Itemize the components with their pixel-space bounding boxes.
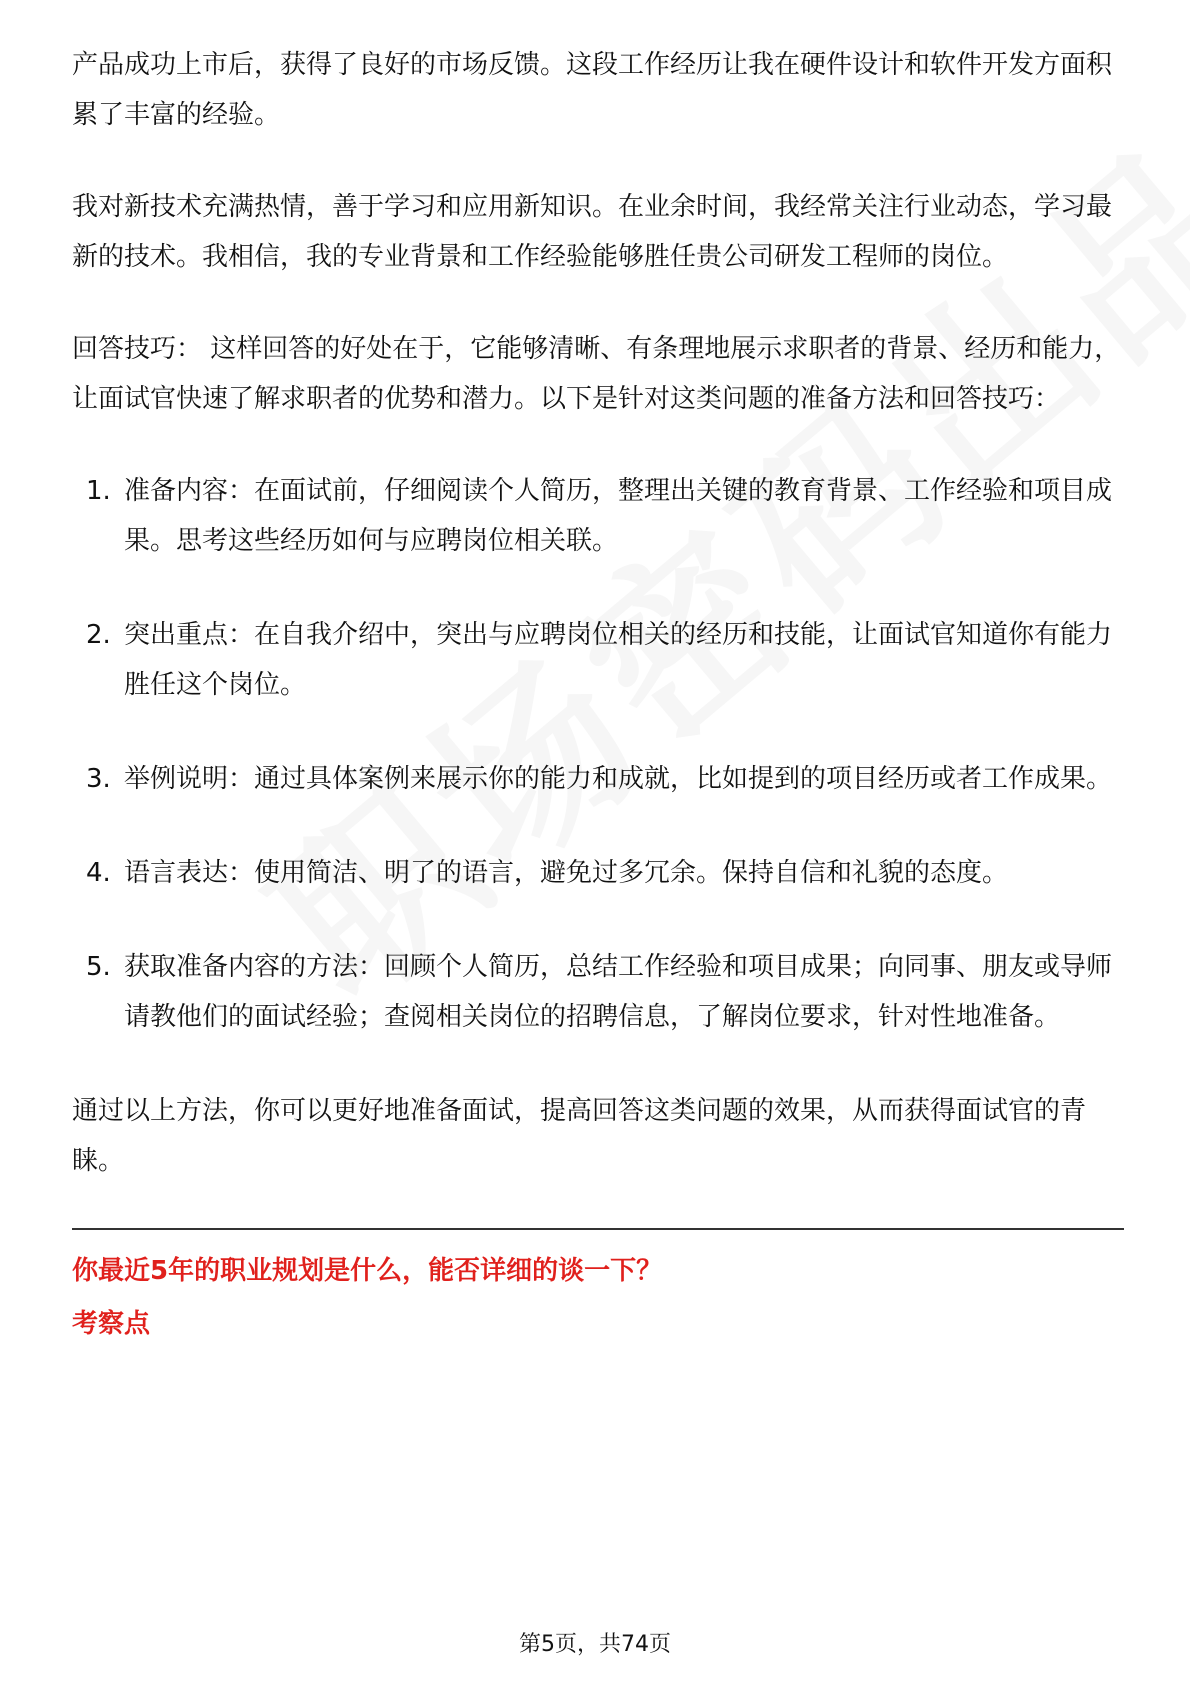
paragraph-passion: 我对新技术充满热情，善于学习和应用新知识。在业余时间，我经常关注行业动态，学习最新的技术。我相信，我的专业背景和工作经验能够胜任贵公司研发工程师的岗位。 [72, 192, 1113, 272]
list-number: 3. [86, 764, 111, 794]
list-text: 语言表达：使用简洁、明了的语言，避免过多冗余。保持自信和礼貌的态度。 [124, 858, 1009, 888]
page-footer: 第5页，共74页 [519, 1632, 671, 1657]
list-item [72, 466, 1124, 566]
list-text: 举例说明：通过具体案例来展示你的能力和成就，比如提到的项目经历或者工作成果。 [124, 764, 1113, 794]
section-divider [72, 1228, 1124, 1230]
list-text: 获取准备内容的方法：回顾个人简历，总结工作经验和项目成果；向同事、朋友或导师请教他们的面试经验；查阅相关岗位的招聘信息，了解岗位要求，针对性地准备。 [124, 952, 1113, 1032]
tips-list [72, 466, 1124, 1042]
list-number: 4. [86, 858, 111, 888]
paragraph-experience: 产品成功上市后，获得了良好的市场反馈。这段工作经历让我在硬件设计和软件开发方面积累了丰富的经验。 [72, 50, 1113, 130]
list-number: 5. [86, 952, 111, 982]
list-number: 1. [86, 476, 111, 506]
list-text: 准备内容：在面试前，仔细阅读个人简历，整理出关键的教育背景、工作经验和项目成果。思考这些经历如何与应聘岗位相关联。 [124, 476, 1113, 556]
list-item [72, 848, 1124, 898]
list-text: 突出重点：在自我介绍中，突出与应聘岗位相关的经历和技能，让面试官知道你有能力胜任这个岗位。 [124, 620, 1113, 700]
question-heading: 你最近5年的职业规划是什么，能否详细的谈一下？ [72, 1256, 663, 1286]
list-number: 2. [86, 620, 111, 650]
section-heading: 考察点 [72, 1309, 151, 1339]
list-item [72, 610, 1124, 710]
page-content [72, 40, 1124, 1346]
paragraph-closing: 通过以上方法，你可以更好地准备面试，提高回答这类问题的效果，从而获得面试官的青睐。 [72, 1096, 1087, 1176]
list-item [72, 754, 1124, 804]
paragraph-tips: 回答技巧： 这样回答的好处在于，它能够清晰、有条理地展示求职者的背景、经历和能力，让面试官快速了解求职者的优势和潜力。以下是针对这类问题的准备方法和回答技巧： [72, 334, 1121, 414]
list-item [72, 942, 1124, 1042]
